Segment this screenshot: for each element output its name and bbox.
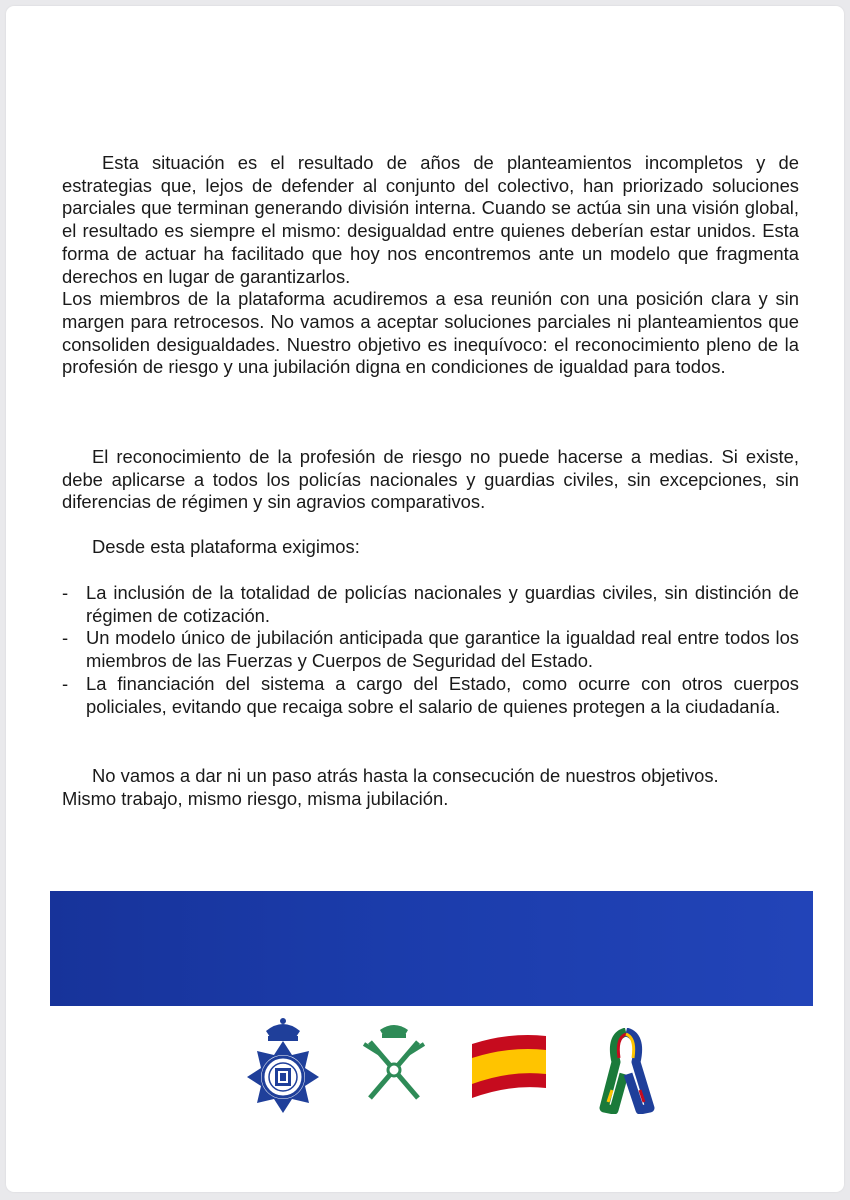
- closing-line-2: Mismo trabajo, mismo riesgo, misma jubilación.: [62, 787, 449, 809]
- list-item: [62, 627, 799, 672]
- policia-nacional-emblem-icon: [244, 1015, 322, 1118]
- demands-intro: Desde esta plataforma exigimos:: [92, 536, 360, 557]
- awareness-ribbon-icon: [578, 1028, 678, 1119]
- list-item-text: Un modelo único de jubilación anticipada que garantice la igualdad real entre todos los miembros de las Fuerzas y Cuerpos de Seguridad del Estado.: [86, 627, 799, 672]
- footer-color-band: [50, 891, 813, 1006]
- paragraph-1: Esta situación es el resultado de años de planteamientos incompletos y de estrategias que, lejos de defender al conjunto del colectivo, han priorizado soluciones parciales que terminan generando división interna. Cuando se actúa sin una visión global, el resultado es siempre el mismo: desigualdad entre quienes deberían estar unidos. Esta forma de actuar ha facilitado que hoy nos encontremos ante un modelo que fragmenta derechos en lugar de garantizarlos.: [62, 152, 799, 287]
- bullet-dash: -: [62, 672, 69, 694]
- paragraph-3: El reconocimiento de la profesión de riesgo no puede hacerse a medias. Si existe, debe aplicarse a todos los policías nacionales y guardias civiles, sin excepciones, sin diferencias de régimen y sin agravios comparativos.: [62, 446, 799, 513]
- demands-list: [62, 582, 799, 718]
- list-item: [62, 673, 799, 718]
- spain-flag-icon: [470, 1032, 548, 1107]
- list-item: [62, 582, 799, 627]
- paragraph-2: Los miembros de la plataforma acudiremos a esa reunión con una posición clara y sin margen para retrocesos. No vamos a aceptar soluciones parciales ni planteamientos que consoliden desigualdades. Nuestro objetivo es inequívoco: el reconocimiento pleno de la profesión de riesgo y una jubilación digna en condiciones de igualdad para todos.: [62, 288, 799, 378]
- closing-section: [62, 765, 799, 810]
- intro-section: [62, 152, 799, 379]
- closing-line-1: No vamos a dar ni un paso atrás hasta la consecución de nuestros objetivos.: [92, 765, 719, 786]
- bullet-dash: -: [62, 582, 69, 603]
- bullet-dash: -: [62, 627, 69, 649]
- list-item-text: La inclusión de la totalidad de policías nacionales y guardias civiles, sin distinción de régimen de cotización.: [86, 582, 799, 626]
- guardia-civil-emblem-icon: [362, 1020, 426, 1109]
- risk-section: [62, 446, 799, 514]
- list-item-text: La financiación del sistema a cargo del Estado, como ocurre con otros cuerpos policiales, evitando que recaiga sobre el salario de quienes protegen a la ciudadanía.: [86, 672, 799, 717]
- document-page: [6, 6, 844, 1192]
- demands-intro-section: [62, 536, 799, 559]
